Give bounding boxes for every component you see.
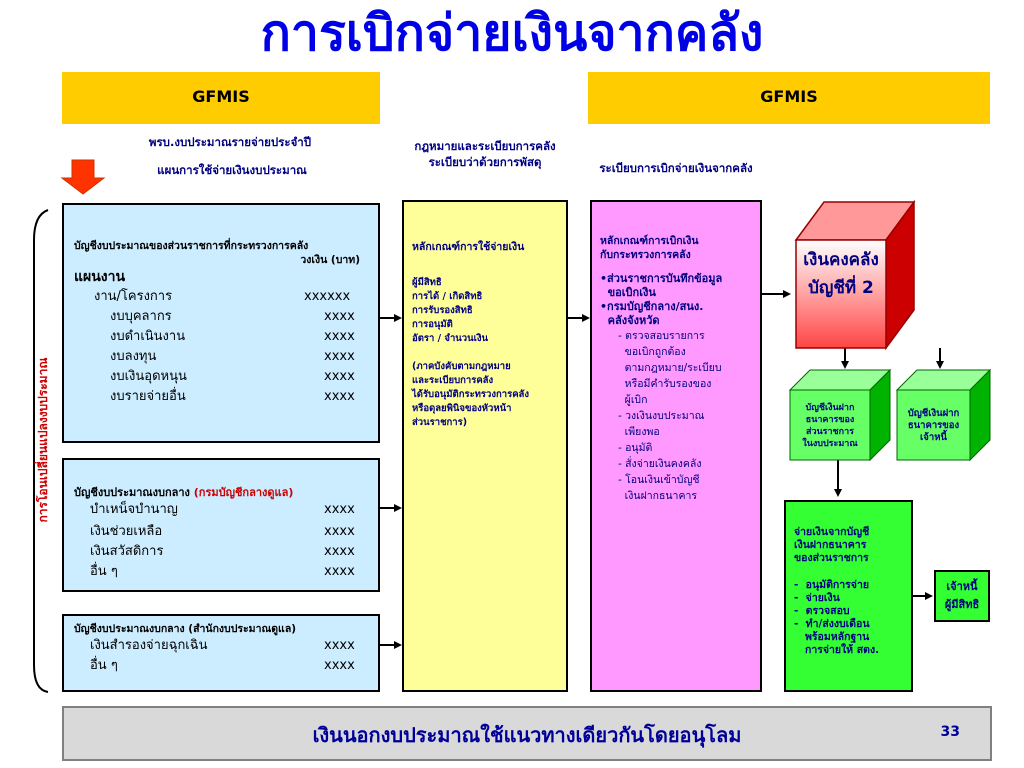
treasury-line-2: บัญชีที่ 2 bbox=[808, 278, 874, 298]
agency-payment-item: - อนุมัติการจ่าย bbox=[794, 579, 869, 591]
budget-row: เงินสวัสดิการ xxxx bbox=[90, 544, 355, 559]
disbursement-bullet: ขอเบิกเงิน bbox=[600, 286, 656, 299]
disbursement-item: เงินฝากธนาคาร bbox=[618, 490, 698, 502]
disbursement-item: - สั่งจ่ายเงินคงคลัง bbox=[618, 458, 702, 470]
agency-payment-header: ของส่วนราชการ bbox=[794, 552, 869, 564]
disbursement-item: - วงเงินงบประมาณ bbox=[618, 410, 705, 422]
disbursement-item: เพียงพอ bbox=[618, 426, 660, 438]
criteria-note: หรือดุลยพินิจของหัวหน้า bbox=[412, 403, 512, 414]
criteria-item: ผู้มีสิทธิ bbox=[412, 277, 442, 288]
arrow-right-icon bbox=[394, 504, 402, 512]
budget-row: เงินช่วยเหลือ xxxx bbox=[90, 524, 355, 539]
arrow-right-icon bbox=[582, 314, 590, 322]
ministry-budget-header: บัญชีงบประมาณของส่วนราชการที่กระทรวงการคลัง bbox=[74, 240, 309, 252]
creditor-account-label: บัญชีเงินฝาก ธนาคารของ เจ้าหนี้ bbox=[907, 408, 960, 443]
spending-criteria-header: หลักเกณฑ์การใช้จ่ายเงิน bbox=[412, 241, 525, 253]
disbursement-bullet: •กรมบัญชีกลาง/สนง. bbox=[600, 300, 704, 313]
disbursement-item: - ตรวจสอบรายการ bbox=[618, 330, 705, 342]
arrow-down-icon bbox=[841, 361, 849, 369]
treasury-line-1: เงินคงคลัง bbox=[803, 250, 879, 270]
criteria-note: ส่วนราชการ) bbox=[412, 417, 468, 428]
disbursement-item: ขอเบิกถูกต้อง bbox=[618, 346, 686, 358]
budget-row: งบลงทุน xxxx bbox=[110, 349, 355, 364]
disbursement-item: ผู้เบิก bbox=[618, 394, 648, 406]
budget-row: งาน/โครงการ xxxxxx bbox=[94, 289, 351, 304]
disbursement-criteria-box bbox=[590, 200, 762, 692]
agency-account-label: บัญชีเงินฝาก ธนาคารของ ส่วนราชการ ในงบประมาณ bbox=[802, 403, 858, 449]
central-budget-bb-box bbox=[62, 614, 380, 692]
arrow-right-icon bbox=[925, 592, 933, 600]
criteria-note: และระเบียบการคลัง bbox=[412, 375, 494, 386]
disbursement-item: หรือมีคำรับรองของ bbox=[618, 378, 712, 390]
agency-payment-box bbox=[784, 500, 913, 692]
ministry-budget-box bbox=[62, 203, 380, 443]
gfmis-left-bar: GFMIS bbox=[62, 72, 380, 124]
plan-label: แผนงาน bbox=[74, 269, 126, 285]
budget-row: อื่น ๆ xxxx bbox=[90, 658, 355, 673]
agency-payment-header: เงินฝากธนาคาร bbox=[794, 539, 867, 551]
criteria-note: (ภาคบังคับตามกฎหมาย bbox=[412, 361, 511, 372]
gfmis-right-bar: GFMIS bbox=[588, 72, 990, 124]
disbursement-item: ตามกฎหมาย/ระเบียบ bbox=[618, 362, 722, 374]
disbursement-item: - โอนเงินเข้าบัญชี bbox=[618, 474, 700, 486]
central-budget-cgd-header: บัญชีงบประมาณงบกลาง (กรมบัญชีกลางดูแล) bbox=[74, 486, 294, 499]
agency-payment-item: - ตรวจสอบ bbox=[794, 605, 850, 617]
spending-criteria-box bbox=[402, 200, 568, 692]
criteria-item: การอนุมัติ bbox=[412, 319, 453, 330]
procurement-regulation-label: ระเบียบว่าด้วยการพัสดุ bbox=[428, 155, 542, 169]
budget-row: บำเหน็จบำนาญ xxxx bbox=[90, 502, 355, 517]
treasury-label bbox=[796, 246, 886, 302]
disbursement-items bbox=[600, 328, 756, 504]
budget-row: อื่น ๆ xxxx bbox=[90, 564, 355, 579]
footer-banner bbox=[62, 706, 992, 761]
budget-amount-header: วงเงิน (บาท) bbox=[300, 254, 360, 266]
criteria-note: ได้รับอนุมัติกระทรวงการคลัง bbox=[412, 389, 530, 400]
disbursement-bullet: คลังจังหวัด bbox=[600, 314, 660, 327]
arrow-down-icon bbox=[834, 489, 842, 497]
creditor-line-2: ผู้มีสิทธิ bbox=[944, 598, 980, 611]
down-arrow-icon bbox=[62, 160, 104, 194]
creditor-line-1: เจ้าหนี้ bbox=[946, 580, 978, 593]
agency-payment-item: - ทำ/ส่งงบเดือน bbox=[794, 618, 870, 630]
agency-payment-item: การจ่ายให้ สตง. bbox=[794, 644, 880, 656]
arrow-right-icon bbox=[394, 641, 402, 649]
disbursement-regulation-label: ระเบียบการเบิกจ่ายเงินจากคลัง bbox=[599, 161, 753, 175]
budget-row: เงินสำรองจ่ายฉุกเฉิน xxxx bbox=[90, 638, 355, 653]
budget-row: งบดำเนินงาน xxxx bbox=[110, 329, 355, 344]
central-budget-bb-header: บัญชีงบประมาณงบกลาง (สำนักงบประมาณดูแล) bbox=[74, 623, 297, 635]
page-title: การเบิกจ่ายเงินจากคลัง bbox=[260, 4, 764, 62]
agency-payment-item: - จ่ายเงิน bbox=[794, 592, 840, 604]
agency-payment-header: จ่ายเงินจากบัญชี bbox=[794, 526, 870, 538]
criteria-item: อัตรา / จำนวนเงิน bbox=[412, 333, 488, 344]
budget-transfer-label: การโอนเปลี่ยนแปลงงบประมาณ bbox=[36, 357, 50, 523]
disbursement-criteria-subheader: กับกระทรวงการคลัง bbox=[600, 249, 691, 261]
arrow-right-icon bbox=[394, 314, 402, 322]
budget-row: งบรายจ่ายอื่น xxxx bbox=[110, 389, 355, 404]
central-budget-cgd-box bbox=[62, 458, 380, 592]
spending-plan-label: แผนการใช้จ่ายเงินงบประมาณ bbox=[157, 163, 307, 177]
page-number: 33 bbox=[940, 724, 960, 740]
arrow-down-icon bbox=[936, 361, 944, 369]
disbursement-bullet: •ส่วนราชการบันทึกข้อมูล bbox=[600, 272, 723, 285]
budget-row: งบเงินอุดหนุน xxxx bbox=[110, 369, 355, 384]
arrow-right-icon bbox=[783, 290, 791, 298]
budget-row: งบบุคลากร xxxx bbox=[110, 309, 355, 324]
disbursement-criteria-header: หลักเกณฑ์การเบิกเงิน bbox=[600, 235, 699, 247]
criteria-item: การได้ / เกิดสิทธิ bbox=[412, 291, 483, 302]
law-regulation-label: กฎหมายและระเบียบการคลัง bbox=[414, 139, 556, 153]
budget-transfer-side bbox=[14, 210, 54, 690]
creditor-box bbox=[934, 570, 990, 622]
agency-payment-item: พร้อมหลักฐาน bbox=[794, 631, 870, 643]
criteria-item: การรับรองสิทธิ bbox=[412, 305, 473, 316]
disbursement-item: - อนุมัติ bbox=[618, 442, 653, 454]
footer-text: เงินนอกงบประมาณใช้แนวทางเดียวกันโดยอนุโลม bbox=[312, 723, 742, 747]
budget-act-label: พรบ.งบประมาณรายจ่ายประจำปี bbox=[148, 135, 312, 149]
